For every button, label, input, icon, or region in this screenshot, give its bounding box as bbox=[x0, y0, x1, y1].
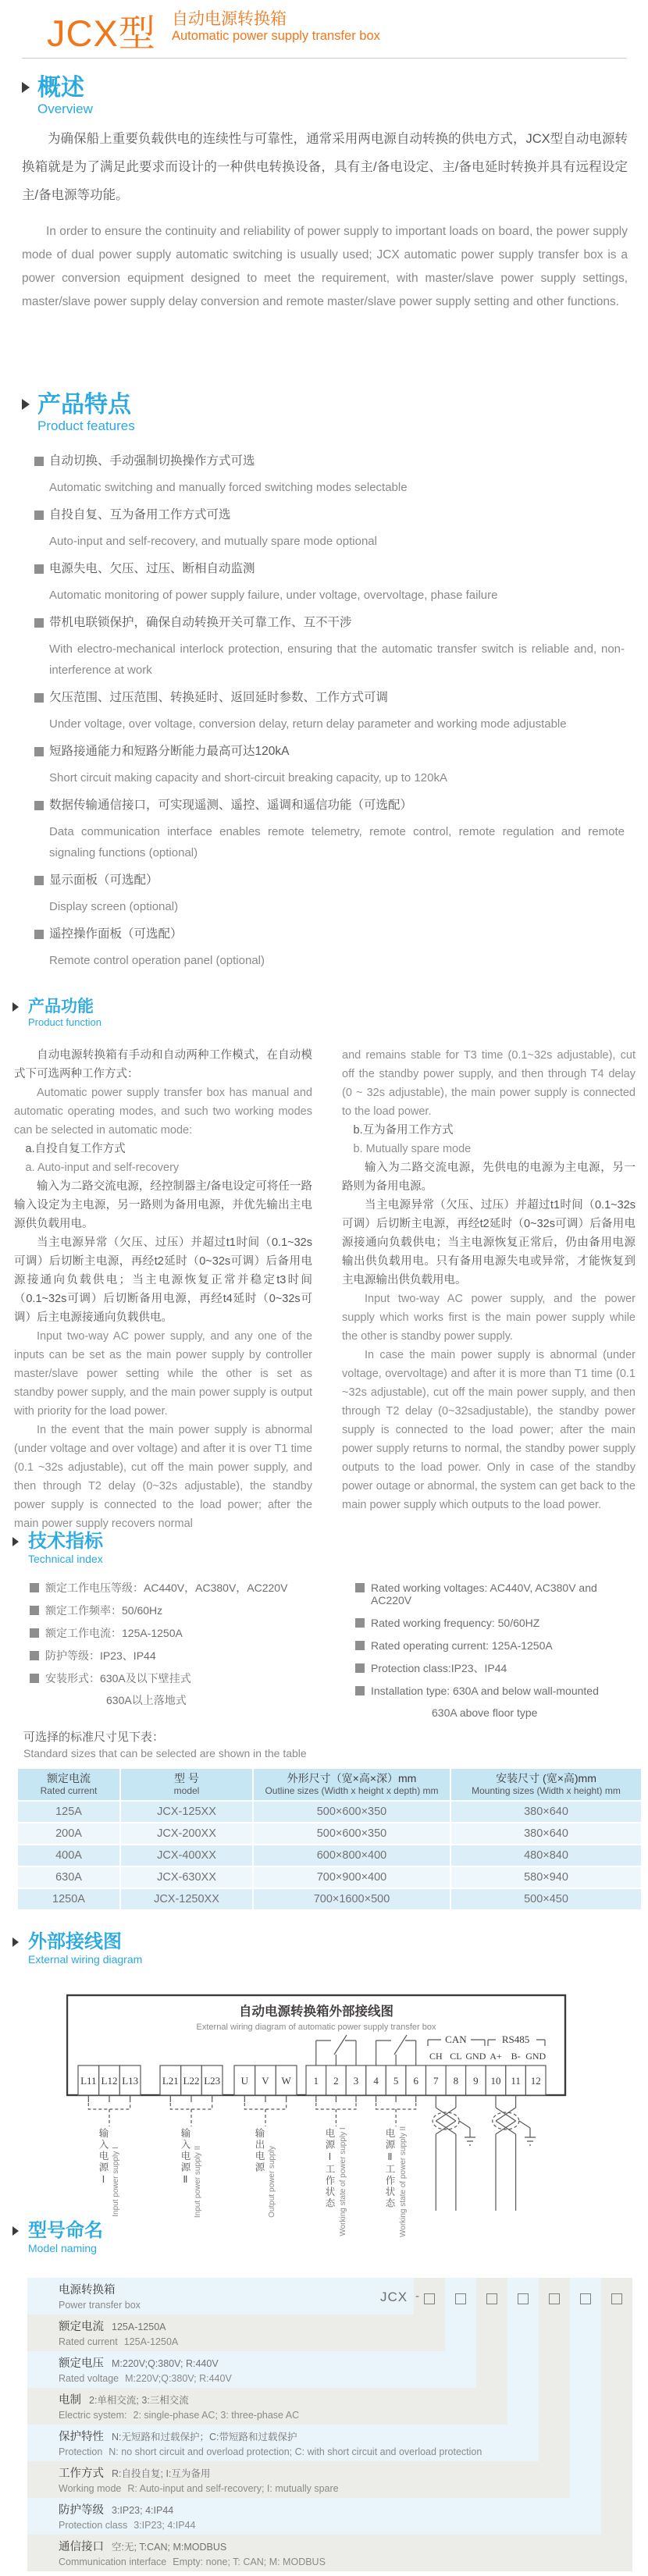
ladder-strip bbox=[539, 2278, 570, 2461]
terminal-label: L11 bbox=[80, 2075, 97, 2087]
rs485-bus-label: RS485 bbox=[501, 2033, 530, 2045]
table-header-row bbox=[18, 1769, 641, 1800]
cell-mounting: 580×940 bbox=[451, 1867, 641, 1888]
diagram-title-cn: 自动电源转换箱外部接线图 bbox=[239, 2004, 393, 2019]
naming-title-cn: 型号命名 bbox=[28, 2220, 103, 2241]
naming-desc-en: M:220V;Q:380V; R:440V bbox=[125, 2373, 232, 2384]
naming-row bbox=[27, 2425, 539, 2461]
naming-label-en: Working mode bbox=[59, 2483, 122, 2494]
cell-mounting: 480×840 bbox=[451, 1845, 641, 1866]
function-paragraph: 输入为二路交流电源，先供电的电源为主电源，另一路则为备用电源。 bbox=[342, 1162, 636, 1193]
naming-label-cn: 通信接口 bbox=[59, 2541, 104, 2553]
tech-item bbox=[30, 1672, 338, 1706]
terminal-label: 5 bbox=[393, 2075, 399, 2087]
naming-label-en: Power transfer box bbox=[59, 2300, 141, 2311]
cell-outline: 500×600×350 bbox=[254, 1823, 450, 1844]
function-paragraph: Input two-way AC power supply, and the power supply which works first is the main power supply while the other is standby power supply. bbox=[342, 1293, 636, 1343]
naming-label-cn: 电制 bbox=[59, 2394, 81, 2407]
section-overview-heading bbox=[22, 75, 93, 117]
feature-item bbox=[34, 560, 625, 606]
table-row bbox=[18, 1845, 641, 1866]
naming-row bbox=[27, 2461, 570, 2498]
terminal-label: 11 bbox=[511, 2075, 521, 2087]
product-model-title: JCX型 bbox=[47, 12, 156, 54]
ladder-strip bbox=[570, 2278, 601, 2498]
square-bullet-icon bbox=[355, 1583, 365, 1592]
naming-label-en: Protection class bbox=[59, 2520, 128, 2531]
diagram-title-en: External wiring diagram of automatic power supply transfer box bbox=[196, 2023, 436, 2032]
cell-rated-current: 630A bbox=[18, 1867, 119, 1888]
square-bullet-icon bbox=[355, 1641, 365, 1650]
model-code-box bbox=[580, 2293, 591, 2304]
tech-item bbox=[355, 1685, 636, 1719]
group-label-en: Output power supply bbox=[268, 2146, 276, 2218]
naming-title-en: Model naming bbox=[28, 2242, 97, 2255]
terminal-label: 12 bbox=[530, 2075, 541, 2087]
naming-row bbox=[27, 2498, 601, 2535]
product-title-block bbox=[172, 10, 380, 44]
square-bullet-icon bbox=[30, 1628, 39, 1638]
tech-item bbox=[30, 1649, 338, 1662]
terminal-label: 4 bbox=[373, 2075, 379, 2087]
square-bullet-icon bbox=[34, 876, 44, 885]
cell-mounting: 500×450 bbox=[451, 1889, 641, 1909]
naming-desc-en: Empty: none; T: CAN; M: MODBUS bbox=[173, 2556, 326, 2567]
tech-item-subtext: 630A以上落地式 bbox=[106, 1694, 187, 1706]
twisted-pair-rs485 bbox=[493, 2095, 536, 2211]
naming-desc-cn: 3:IP23; 4:IP44 bbox=[112, 2505, 174, 2516]
function-paragraph: 自动电源转换箱有手动和自动两种工作模式，在自动模式下可选两种工作方式： bbox=[14, 1049, 312, 1080]
function-paragraph: a. Auto-input and self-recovery bbox=[25, 1162, 180, 1174]
terminal-label: L22 bbox=[183, 2075, 200, 2087]
table-row bbox=[18, 1889, 641, 1909]
function-column-left bbox=[14, 1046, 312, 1533]
terminal-label: 1 bbox=[313, 2075, 319, 2087]
ground-icon bbox=[519, 2121, 536, 2145]
sizes-note-en: Standard sizes that can be selected are shown in the table bbox=[23, 1747, 307, 1759]
model-code-box bbox=[424, 2293, 435, 2304]
naming-label-cn: 工作方式 bbox=[59, 2467, 104, 2480]
sizes-note-cn: 可选择的标准尺寸见下表： bbox=[23, 1731, 165, 1744]
naming-desc-en: 125A-1250A bbox=[123, 2336, 179, 2347]
overview-paragraph-en: In order to ensure the continuity and reliability of power supply to important loads on board, the power supply mode of dual power supply automatic switching is usually used; JCX automatic power supply transfer box is a power conversion equipment designed to meet the requirement, with master/slave power supply settings, master/slave power supply delay conversion and remote master/slave power supply setting and other functions. bbox=[22, 225, 628, 308]
group-label-en: Input power supply I bbox=[112, 2147, 120, 2217]
cell-model: JCX-1250XX bbox=[121, 1889, 252, 1909]
pin-label: CH bbox=[429, 2051, 443, 2062]
feature-cn: 数据传输通信接口，可实现遥测、遥控、遥调和遥信功能（可选配） bbox=[49, 799, 413, 812]
wiring-diagram-svg bbox=[66, 1991, 570, 2242]
features-title-cn: 产品特点 bbox=[37, 392, 131, 418]
pin-label: GND bbox=[465, 2051, 486, 2062]
naming-desc-en: 2: single-phase AC; 3: three-phase AC bbox=[133, 2410, 300, 2421]
feature-en: With electro-mechanical interlock protection, ensuring that the automatic transfer switch is reliable and, non-interference at work bbox=[49, 642, 625, 677]
naming-label-cn: 电源转换箱 bbox=[59, 2284, 116, 2297]
function-paragraph: 当主电源异常（欠压、过压）并超过t1时间（0.1~32s可调）后切断主电源，再经t2延时（0~32s可调）后备用电源接通向负载供电；当主电源恢复正常后，仍由备用电源输出供负载用电。只有备用电源失电或异常，才能恢复到主电源输出供负载用电。 bbox=[342, 1199, 636, 1286]
feature-cn: 带机电联锁保护，确保自动转换开关可靠工作、互不干涉 bbox=[49, 616, 352, 629]
triangle-marker-icon bbox=[12, 1002, 19, 1012]
terminal-label: L13 bbox=[122, 2075, 139, 2087]
header-divider bbox=[22, 58, 626, 59]
feature-item bbox=[34, 743, 625, 788]
function-title-en: Product function bbox=[28, 1016, 101, 1029]
function-paragraph: b.互为备用工作方式 bbox=[353, 1124, 454, 1137]
terminal-label: W bbox=[281, 2075, 291, 2087]
naming-label-en: Electric system: bbox=[59, 2410, 127, 2421]
cell-outline: 500×600×350 bbox=[254, 1802, 450, 1822]
feature-item bbox=[34, 689, 625, 735]
tech-item-subtext: 630A above floor type bbox=[432, 1706, 538, 1719]
square-bullet-icon bbox=[34, 564, 44, 574]
naming-row bbox=[27, 2388, 507, 2425]
tech-title-cn: 技术指标 bbox=[28, 1531, 103, 1552]
product-title-en: Automatic power supply transfer box bbox=[172, 29, 380, 43]
col-header-outline-sizes: 外形尺寸（宽×高×深）mm Outline sizes (Width x height x depth) mm bbox=[254, 1769, 450, 1800]
col-header-rated-current: 额定电流 Rated current bbox=[18, 1769, 119, 1800]
tech-title-en: Technical index bbox=[28, 1553, 103, 1566]
tech-item-text: 额定工作频率：50/60Hz bbox=[45, 1604, 163, 1617]
square-bullet-icon bbox=[34, 618, 44, 628]
features-title-en: Product features bbox=[37, 418, 135, 433]
section-naming-heading bbox=[12, 2221, 103, 2255]
tech-item bbox=[30, 1627, 338, 1639]
model-code-box bbox=[486, 2293, 497, 2304]
feature-en: Auto-input and self-recovery, and mutually spare mode optional bbox=[49, 535, 377, 548]
triangle-marker-icon bbox=[22, 82, 30, 93]
tech-item bbox=[30, 1582, 338, 1594]
cell-model: JCX-630XX bbox=[121, 1867, 252, 1888]
model-naming-ladder bbox=[27, 2278, 634, 2573]
ladder-strip bbox=[445, 2278, 476, 2351]
tech-item bbox=[30, 1604, 338, 1617]
naming-row bbox=[27, 2278, 414, 2314]
contact-symbol-1 bbox=[316, 2035, 356, 2065]
feature-item bbox=[34, 797, 625, 863]
square-bullet-icon bbox=[30, 1674, 39, 1683]
feature-item bbox=[34, 614, 625, 681]
table-row bbox=[18, 1823, 641, 1844]
overview-title-en: Overview bbox=[37, 101, 93, 116]
section-features-heading bbox=[22, 392, 135, 434]
naming-label-en: Protection bbox=[59, 2446, 103, 2457]
cell-rated-current: 125A bbox=[18, 1802, 119, 1822]
triangle-marker-icon bbox=[22, 399, 30, 410]
group-label-cn: 电源Ⅰ工作状态 bbox=[324, 2128, 335, 2209]
group-label-en: Working state of power supply II bbox=[399, 2126, 408, 2237]
cell-model: JCX-200XX bbox=[121, 1823, 252, 1844]
feature-en: Automatic switching and manually forced switching modes selectable bbox=[49, 481, 408, 494]
naming-label-cn: 额定电流 bbox=[59, 2321, 104, 2333]
square-bullet-icon bbox=[355, 1686, 365, 1695]
col-header-mounting-sizes: 安装尺寸 (宽×高)mm Mounting sizes (Width x height) mm bbox=[451, 1769, 641, 1800]
square-bullet-icon bbox=[34, 801, 44, 810]
model-dash: - bbox=[415, 2290, 419, 2303]
cell-outline: 600×800×400 bbox=[254, 1845, 450, 1866]
naming-row bbox=[27, 2535, 632, 2571]
ground-icon bbox=[459, 2121, 475, 2145]
group-label-en: Input power supply II bbox=[194, 2145, 202, 2218]
table-row bbox=[18, 1802, 641, 1822]
can-bus-label: CAN bbox=[445, 2033, 467, 2045]
tech-item-text: Protection class:IP23、IP44 bbox=[371, 1662, 507, 1674]
tech-list-en bbox=[355, 1582, 636, 1729]
pin-label: GND bbox=[525, 2051, 547, 2062]
feature-item bbox=[34, 453, 625, 498]
square-bullet-icon bbox=[34, 747, 44, 756]
triangle-marker-icon bbox=[12, 1537, 19, 1546]
standard-sizes-table bbox=[16, 1767, 643, 1911]
overview-title-cn: 概述 bbox=[37, 75, 84, 101]
terminal-label: 7 bbox=[433, 2075, 439, 2087]
terminal-label: 8 bbox=[453, 2075, 459, 2087]
section-tech-heading bbox=[12, 1532, 103, 1566]
wiring-title-en: External wiring diagram bbox=[28, 1953, 143, 1966]
section-wiring-heading bbox=[12, 1932, 142, 1966]
function-paragraph: b. Mutually spare mode bbox=[353, 1143, 472, 1155]
terminal-label: 9 bbox=[473, 2075, 479, 2087]
tech-item-text: 额定工作电压等级：AC440V，AC380V，AC220V bbox=[45, 1582, 288, 1594]
naming-label-cn: 防护等级 bbox=[59, 2504, 104, 2517]
contact-symbol-2 bbox=[376, 2035, 416, 2065]
terminal-label: L21 bbox=[162, 2075, 179, 2087]
group-label-cn: 输入电源Ⅰ bbox=[98, 2128, 109, 2186]
square-bullet-icon bbox=[30, 1651, 39, 1660]
function-paragraph: 当主电源异常（欠压、过压）并超过t1时间（0.1~32s可调）后切断主电源，再经t2延时（0~32s可调）后备用电源接通向负载供电；当主电源恢复正常并稳定t3时间（0.1~32s可调）后切断备用电源，再经t4延时（0~32s可调）后主电源接通向负载供电。 bbox=[14, 1236, 312, 1324]
function-paragraph: and remains stable for T3 time (0.1~32s adjustable), cut off the standby power supply, and then through T4 delay (0 ~ 32s adjustable), the main power supply is connected to the load power. bbox=[342, 1049, 636, 1118]
feature-en: Display screen (optional) bbox=[49, 900, 179, 913]
square-bullet-icon bbox=[30, 1583, 39, 1592]
wiring-title-cn: 外部接线图 bbox=[28, 1931, 122, 1952]
naming-label-en: Rated current bbox=[59, 2336, 118, 2347]
model-prefix: JCX bbox=[380, 2290, 408, 2304]
square-bullet-icon bbox=[34, 511, 44, 520]
feature-cn: 显示面板（可选配） bbox=[49, 873, 158, 887]
triangle-marker-icon bbox=[12, 2226, 19, 2236]
tech-item-text: Rated operating current: 125A-1250A bbox=[371, 1639, 553, 1652]
naming-row bbox=[27, 2351, 476, 2388]
twisted-pair-can bbox=[433, 2095, 475, 2211]
feature-cn: 自动切换、手动强制切换操作方式可选 bbox=[49, 454, 255, 468]
group-label-en: Working state of power supply I bbox=[339, 2127, 347, 2236]
tech-item-text: 安装形式：630A及以下壁挂式 bbox=[45, 1672, 191, 1685]
tech-item-text: Rated working frequency: 50/60HZ bbox=[371, 1617, 540, 1629]
group-label-cn: 输入电源Ⅱ bbox=[180, 2128, 190, 2186]
feature-cn: 自投自复、互为备用工作方式可选 bbox=[49, 508, 231, 521]
naming-desc-cn: N:无短路和过载保护；C:带短路和过载保护 bbox=[112, 2432, 297, 2443]
naming-label-cn: 保护特性 bbox=[59, 2431, 104, 2443]
naming-label-en: Communication interface bbox=[59, 2556, 167, 2567]
terminal-label: 6 bbox=[413, 2075, 418, 2087]
tech-item bbox=[355, 1639, 636, 1652]
product-title-cn: 自动电源转换箱 bbox=[172, 10, 287, 28]
tech-item bbox=[355, 1582, 636, 1606]
terminal-label: L23 bbox=[204, 2075, 221, 2087]
section-function-heading bbox=[12, 998, 101, 1028]
overview-paragraph-cn: 为确保船上重要负载供电的连续性与可靠性，通常采用两电源自动转换的供电方式，JCX型自动电源转换箱就是为了满足此要求而设计的一种供电转换设备，具有主/备电设定、主/备电延时转换并具有远程设定主/备电源等功能。 bbox=[22, 132, 628, 202]
tech-item bbox=[355, 1617, 636, 1629]
function-paragraph: a.自投自复工作方式 bbox=[25, 1143, 126, 1155]
tech-item bbox=[355, 1662, 636, 1674]
tech-list-cn bbox=[30, 1582, 338, 1717]
group-label-cn: 电源Ⅱ工作状态 bbox=[384, 2128, 395, 2209]
model-code-box bbox=[549, 2293, 560, 2304]
square-bullet-icon bbox=[355, 1618, 365, 1628]
pin-label: A+ bbox=[490, 2051, 502, 2062]
terminal-label: 3 bbox=[353, 2075, 359, 2087]
cell-mounting: 380×640 bbox=[451, 1823, 641, 1844]
square-bullet-icon bbox=[34, 930, 44, 939]
function-paragraph: Input two-way AC power supply, and any one of the inputs can be set as the main power supply by controller master/slave power setting while the other is set as standby power supply, and the main power supply is output with priority for the load power. bbox=[14, 1330, 312, 1418]
naming-desc-cn: 2:单相交流; 3:三相交流 bbox=[89, 2395, 189, 2406]
model-code-box bbox=[518, 2293, 529, 2304]
naming-label-en: Rated voltage bbox=[59, 2373, 119, 2384]
feature-cn: 电源失电、欠压、过压、断相自动监测 bbox=[49, 562, 255, 575]
function-paragraph: Automatic power supply transfer box has manual and automatic operating modes, and such two working modes can be selected in automatic mode: bbox=[14, 1087, 312, 1137]
feature-en: Remote control operation panel (optional) bbox=[49, 954, 265, 967]
terminal-label: V bbox=[262, 2075, 269, 2087]
ladder-strip bbox=[601, 2278, 632, 2535]
feature-cn: 遥控操作面板（可选配） bbox=[49, 927, 183, 941]
square-bullet-icon bbox=[355, 1663, 365, 1673]
table-row bbox=[18, 1867, 641, 1888]
group-label-cn: 输出电源 bbox=[254, 2128, 265, 2173]
naming-desc-cn: R:自投自复; I:互为备用 bbox=[112, 2468, 211, 2479]
terminal-label: L12 bbox=[101, 2075, 118, 2087]
model-code-box bbox=[455, 2293, 466, 2304]
cell-rated-current: 1250A bbox=[18, 1889, 119, 1909]
square-bullet-icon bbox=[34, 693, 44, 703]
wiring-diagram bbox=[66, 1991, 570, 2242]
pin-label: B- bbox=[511, 2051, 521, 2062]
function-paragraph: In case the main power supply is abnormal (under voltage, overvoltage) and after it is more than T1 time (0.1 ~32s adjustable), cut off the main power supply, and then through T2 delay (0~32sadjustable), the standby power supply is connected to the load power; after the main power supply returns to normal, the standby power supply outputs to the load power. Only in case of the standby power outage or abnormal, the system can get back to the main power supply which outputs to the load power. bbox=[342, 1349, 636, 1511]
feature-item bbox=[34, 507, 625, 552]
col-header-model: 型 号 model bbox=[121, 1769, 252, 1800]
cell-rated-current: 200A bbox=[18, 1823, 119, 1844]
cell-model: JCX-400XX bbox=[121, 1845, 252, 1866]
terminal-label: 10 bbox=[490, 2075, 501, 2087]
tech-item-text: Installation type: 630A and below wall-mounted bbox=[371, 1685, 599, 1697]
cell-rated-current: 400A bbox=[18, 1845, 119, 1866]
naming-desc-en: N: no short circuit and overload protection; C: with short circuit and overload protection bbox=[109, 2446, 482, 2457]
naming-row bbox=[27, 2314, 445, 2351]
naming-desc-cn: 空:无; T:CAN; M:MODBUS bbox=[112, 2542, 227, 2553]
function-paragraph: In the event that the main power supply is abnormal (under voltage and over voltage) and after it is over T1 time (0.1 ~32s adjustable), cut off the main power supply, and then through T2 delay (0~32s adjustable), the standby power supply is connected to the load power; after the main power supply recovers normal bbox=[14, 1424, 312, 1530]
tech-item-text: 额定工作电流：125A-1250A bbox=[45, 1627, 183, 1639]
cell-outline: 700×1600×500 bbox=[254, 1889, 450, 1909]
features-list bbox=[34, 453, 625, 980]
feature-en: Automatic monitoring of power supply failure, under voltage, overvoltage, phase failure bbox=[49, 589, 498, 602]
model-code-box bbox=[611, 2293, 622, 2304]
feature-cn: 欠压范围、过压范围、转换延时、返回延时参数、工作方式可调 bbox=[49, 691, 389, 704]
feature-en: Short circuit making capacity and short-circuit breaking capacity, up to 120kA bbox=[49, 771, 447, 785]
cell-outline: 700×900×400 bbox=[254, 1867, 450, 1888]
feature-item bbox=[34, 872, 625, 917]
terminal-label: 2 bbox=[333, 2075, 339, 2087]
tech-item-text: 防护等级：IP23、IP44 bbox=[45, 1649, 156, 1662]
cell-model: JCX-125XX bbox=[121, 1802, 252, 1822]
function-column-right bbox=[342, 1046, 636, 1514]
feature-item bbox=[34, 926, 625, 971]
naming-label-cn: 额定电压 bbox=[59, 2357, 104, 2370]
square-bullet-icon bbox=[30, 1606, 39, 1615]
naming-desc-en: R: Auto-input and self-recovery; I: mutually spare bbox=[127, 2483, 339, 2494]
function-paragraph: 输入为二路交流电源，经控制器主/备电设定可将任一路输入设定为主电源，另一路则为备用电源，并优先输出主电源供负载用电。 bbox=[14, 1180, 312, 1230]
feature-cn: 短路接通能力和短路分断能力最高可达120kA bbox=[49, 745, 290, 758]
feature-en: Under voltage, over voltage, conversion delay, return delay parameter and working mode adjustable bbox=[49, 717, 567, 731]
square-bullet-icon bbox=[34, 457, 44, 466]
pin-label: CL bbox=[450, 2051, 462, 2062]
feature-en: Data communication interface enables remote telemetry, remote control, remote regulation and remote signaling functions (optional) bbox=[49, 825, 625, 859]
naming-desc-cn: 125A-1250A bbox=[112, 2322, 166, 2332]
function-title-cn: 产品功能 bbox=[28, 998, 94, 1016]
cell-mounting: 380×640 bbox=[451, 1802, 641, 1822]
terminal-label: U bbox=[240, 2075, 248, 2087]
naming-desc-en: 3:IP23; 4:IP44 bbox=[134, 2520, 196, 2531]
tech-item-text: Rated working voltages: AC440V, AC380V and AC220V bbox=[371, 1582, 597, 1606]
naming-desc-cn: M:220V;Q:380V; R:440V bbox=[112, 2358, 219, 2369]
triangle-marker-icon bbox=[12, 1937, 19, 1947]
